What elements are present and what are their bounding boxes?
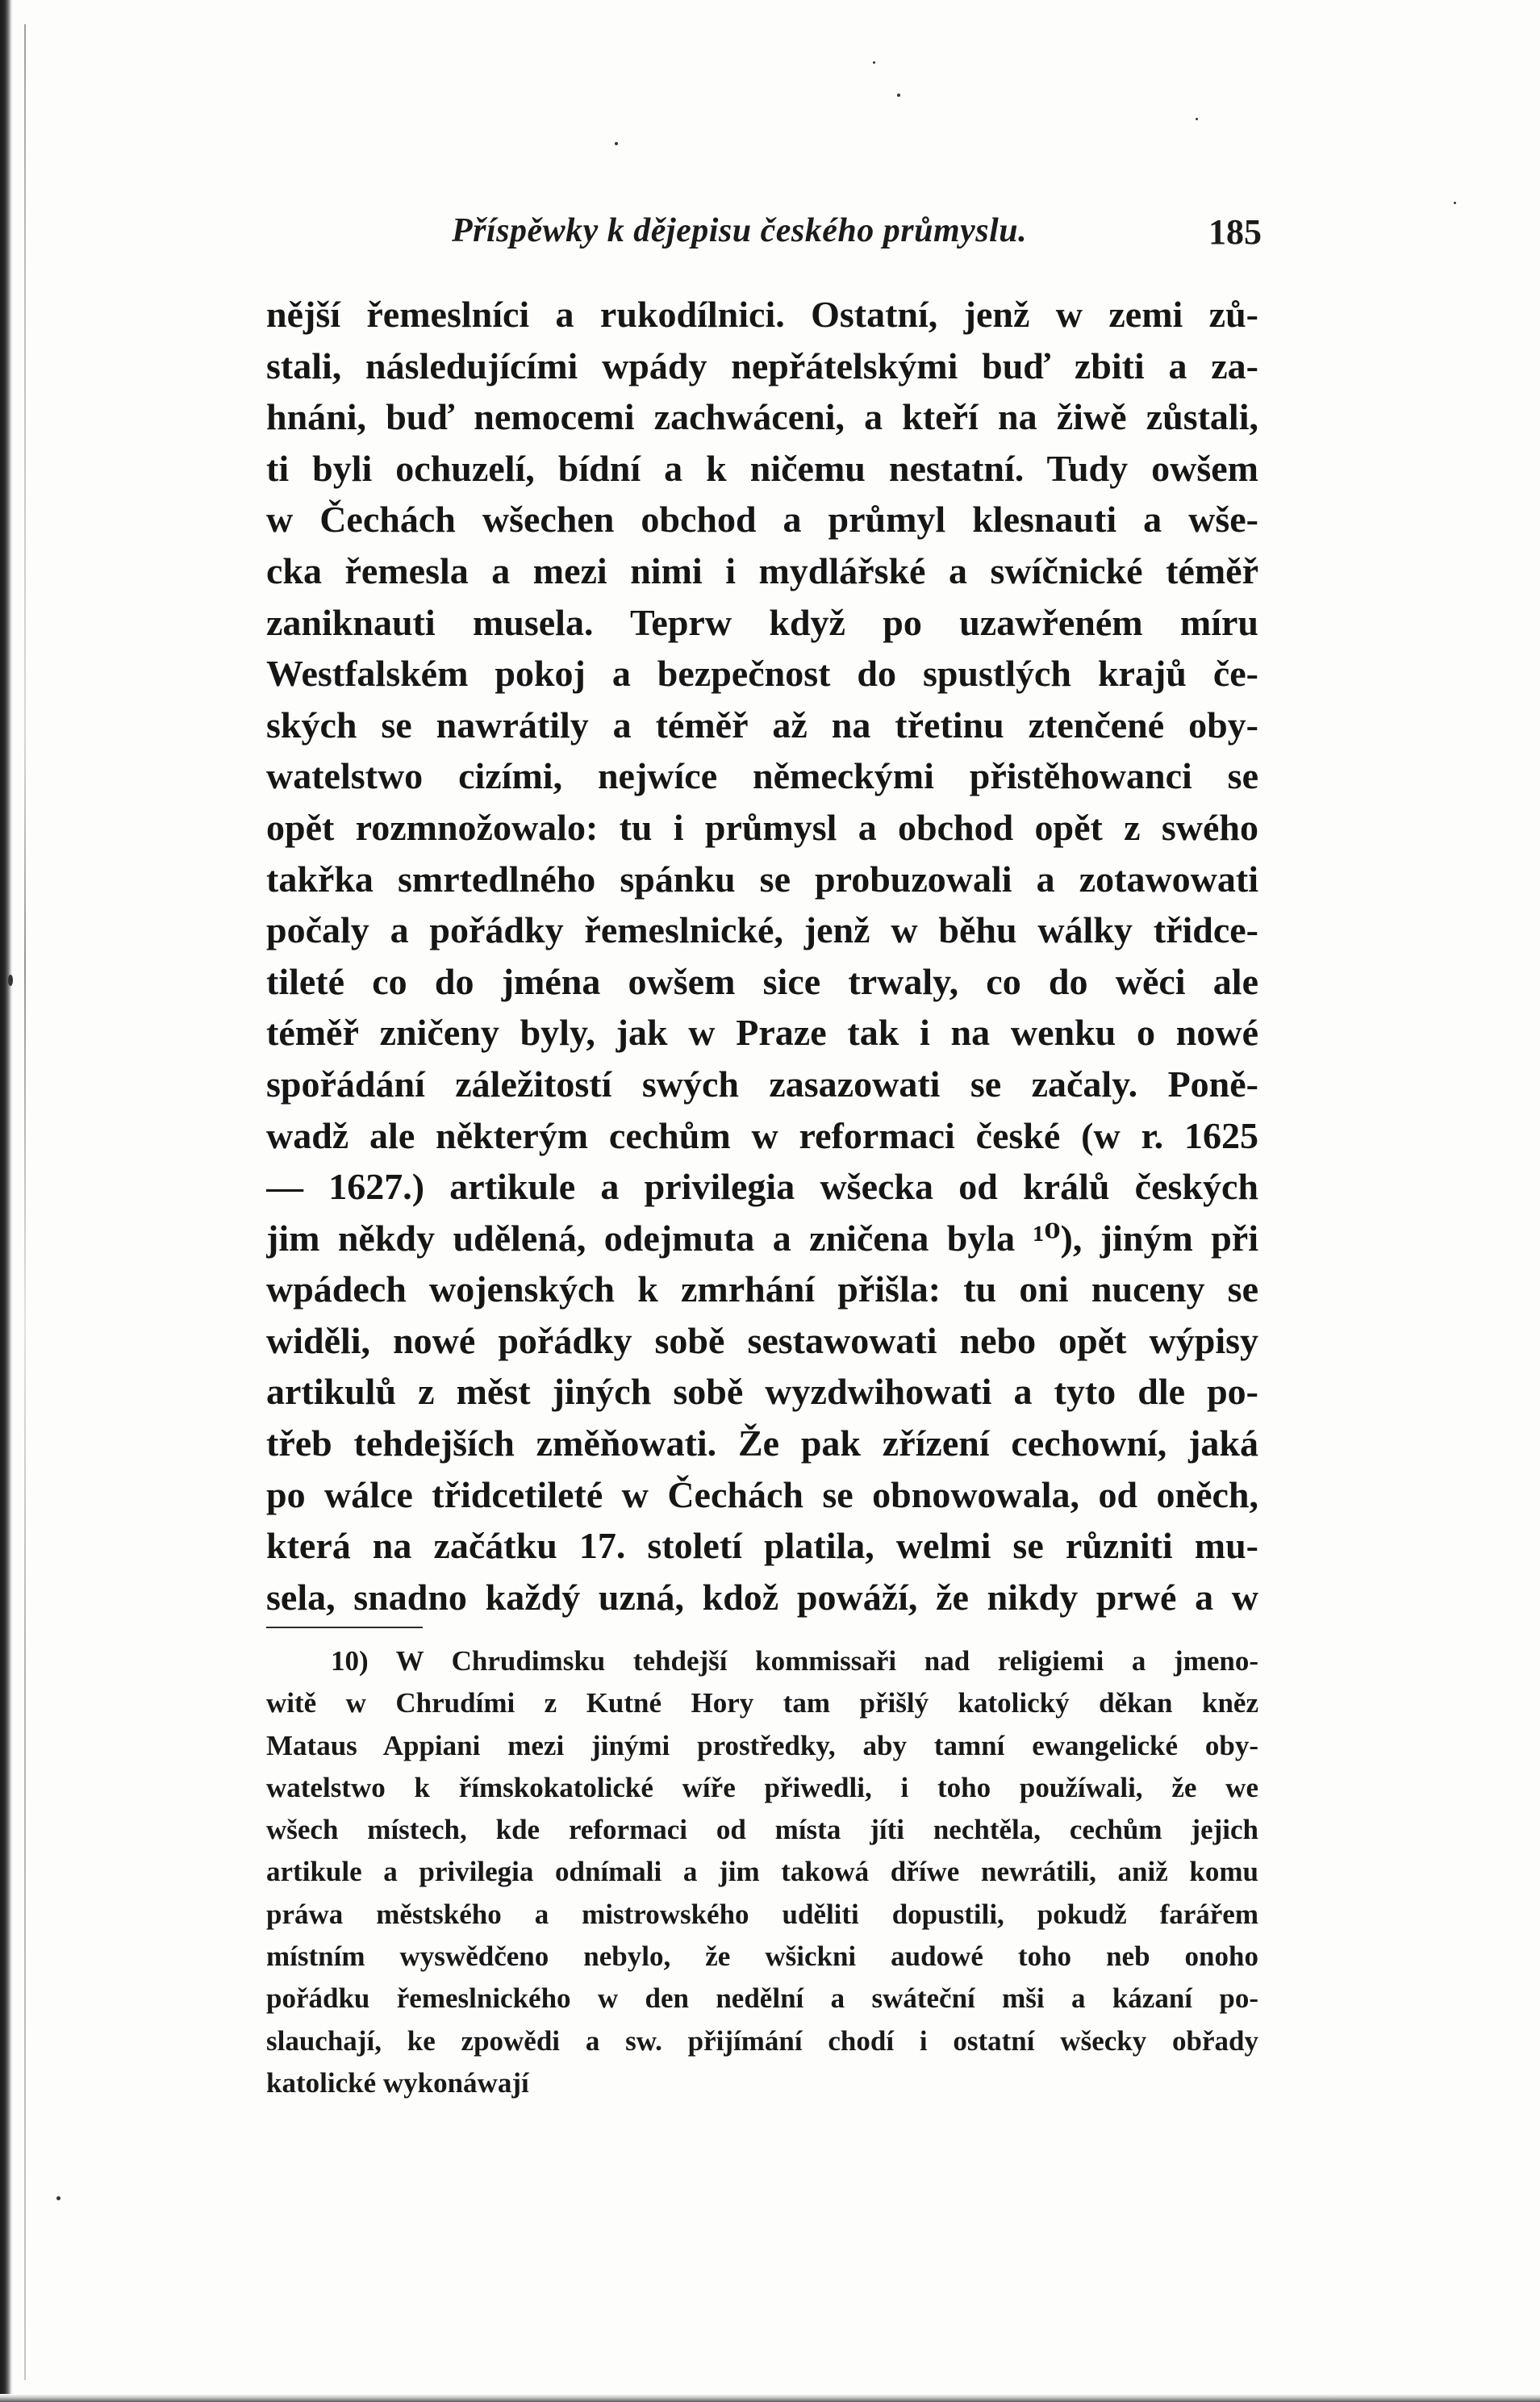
- scan-bottom-edge: [0, 2394, 1540, 2402]
- running-title: Příspěwky k dějepisu českého průmyslu.: [452, 212, 1028, 249]
- text-line: — 1627.) artikule a privilegia wšecka od králů českých: [266, 1166, 1258, 1208]
- footnote-line: práwa městského a mistrowského uděliti dopustili, pokudž farářem: [266, 1898, 1258, 1930]
- text-line: zaniknauti musela. Teprw když po uzawřeném míru: [266, 601, 1258, 643]
- text-line: cka řemesla a mezi nimi i mydlářské a swíčnické téměř: [266, 549, 1258, 591]
- main-text: [266, 289, 1258, 1623]
- scan-speck: [1196, 118, 1198, 120]
- footnote-line: 10) W Chrudimsku tehdejší kommissaři nad religiemi a jmeno-: [331, 1645, 1258, 1677]
- scan-speck: [56, 2196, 61, 2200]
- text-line: jim někdy udělená, odejmuta a zničena byla ¹⁰), jiným při: [266, 1217, 1258, 1259]
- footnote-line: artikule a privilegia odnímali a jim takowá dříwe newrátili, aniž komu: [266, 1856, 1258, 1888]
- text-line: nější řemeslníci a rukodílnici. Ostatní, jenž w zemi zů-: [266, 294, 1258, 335]
- text-line: po wálce třidcetileté w Čechách se obnowowala, od oněch,: [266, 1473, 1258, 1515]
- text-line: artikulů z měst jiných sobě wyzdwihowati a tyto dle po-: [266, 1371, 1258, 1413]
- scan-speck: [615, 142, 618, 145]
- text-line: takřka smrtedlného spánku se probuzowali a zotawowati: [266, 858, 1258, 900]
- text-line: téměř zničeny byly, jak w Praze tak i na wenku o nowé: [266, 1012, 1258, 1054]
- text-line: watelstwo cizími, nejwíce německými přistěhowanci se: [266, 755, 1258, 797]
- text-line: počaly a pořádky řemeslnické, jenž w běhu wálky třidce-: [266, 909, 1258, 951]
- text-line: wpádech wojenských k zmrhání přišla: tu oni nuceny se: [266, 1268, 1258, 1310]
- scan-left-edge: [0, 0, 13, 2402]
- text-line: Westfalském pokoj a bezpečnost do spustlých krajů če-: [266, 653, 1258, 695]
- footnote-line: witě w Chrudími z Kutné Hory tam přišlý katolický děkan kněz: [266, 1687, 1258, 1719]
- scan-speck: [873, 61, 875, 64]
- text-line: která na začátku 17. století platila, welmi se různiti mu-: [266, 1525, 1258, 1567]
- footnote-line: místním wyswědčeno nebylo, že wšickni audowé toho neb onoho: [266, 1940, 1258, 1973]
- footnote: [266, 1640, 1258, 2104]
- footnote-separator-rule: [266, 1627, 423, 1628]
- footnote-line: watelstwo k římskokatolické wíře přiwedli, i toho použíwali, že we: [266, 1771, 1258, 1803]
- text-line: wadž ale některým cechům w reformaci české (w r. 1625: [266, 1114, 1258, 1156]
- scan-gutter-line: [24, 24, 26, 2380]
- text-line: třeb tehdejších změňowati. Že pak zřízení cechowní, jaká: [266, 1422, 1258, 1464]
- scan-speck: [897, 94, 900, 97]
- text-line: tileté co do jména owšem sice trwaly, co do wěci ale: [266, 960, 1258, 1002]
- footnote-line: slauchají, ke zpowědi a sw. přijímání chodí i ostatní wšecky obřady: [266, 2024, 1258, 2057]
- text-line: hnáni, buď nemocemi zachwáceni, a kteří na žiwě zůstali,: [266, 396, 1258, 438]
- text-line: ti byli ochuzelí, bídní a k ničemu nestatní. Tudy owšem: [266, 447, 1258, 489]
- text-line: sela, snadno každý uzná, kdož powáží, že nikdy prwé a w: [266, 1576, 1258, 1618]
- text-line: widěli, nowé pořádky sobě sestawowati nebo opět wýpisy: [266, 1319, 1258, 1361]
- footnote-line: pořádku řemeslnického w den nedělní a swáteční mši a kázaní po-: [266, 1982, 1258, 2015]
- text-line: opět rozmnožowalo: tu i průmysl a obchod opět z swého: [266, 806, 1258, 848]
- text-line: spořádání záležitostí swých zasazowati se začaly. Poně-: [266, 1063, 1258, 1105]
- scan-speck: [1454, 202, 1456, 204]
- footnote-line: wšech místech, kde reformaci od místa jíti nechtěla, cechům jejich: [266, 1814, 1258, 1846]
- text-line: ských se nawrátily a téměř až na třetinu ztenčené oby-: [266, 704, 1258, 746]
- text-line: w Čechách wšechen obchod a průmyl klesnauti a wše-: [266, 499, 1258, 541]
- text-line: stali, následujícími wpády nepřátelskými buď zbiti a za-: [266, 345, 1258, 386]
- scan-speck: [8, 975, 13, 986]
- footnote-line: Mataus Appiani mezi jinými prostředky, aby tamní ewangelické oby-: [266, 1729, 1258, 1761]
- footnote-line: katolické wykonáwají: [266, 2066, 529, 2099]
- page-number: 185: [1208, 212, 1262, 252]
